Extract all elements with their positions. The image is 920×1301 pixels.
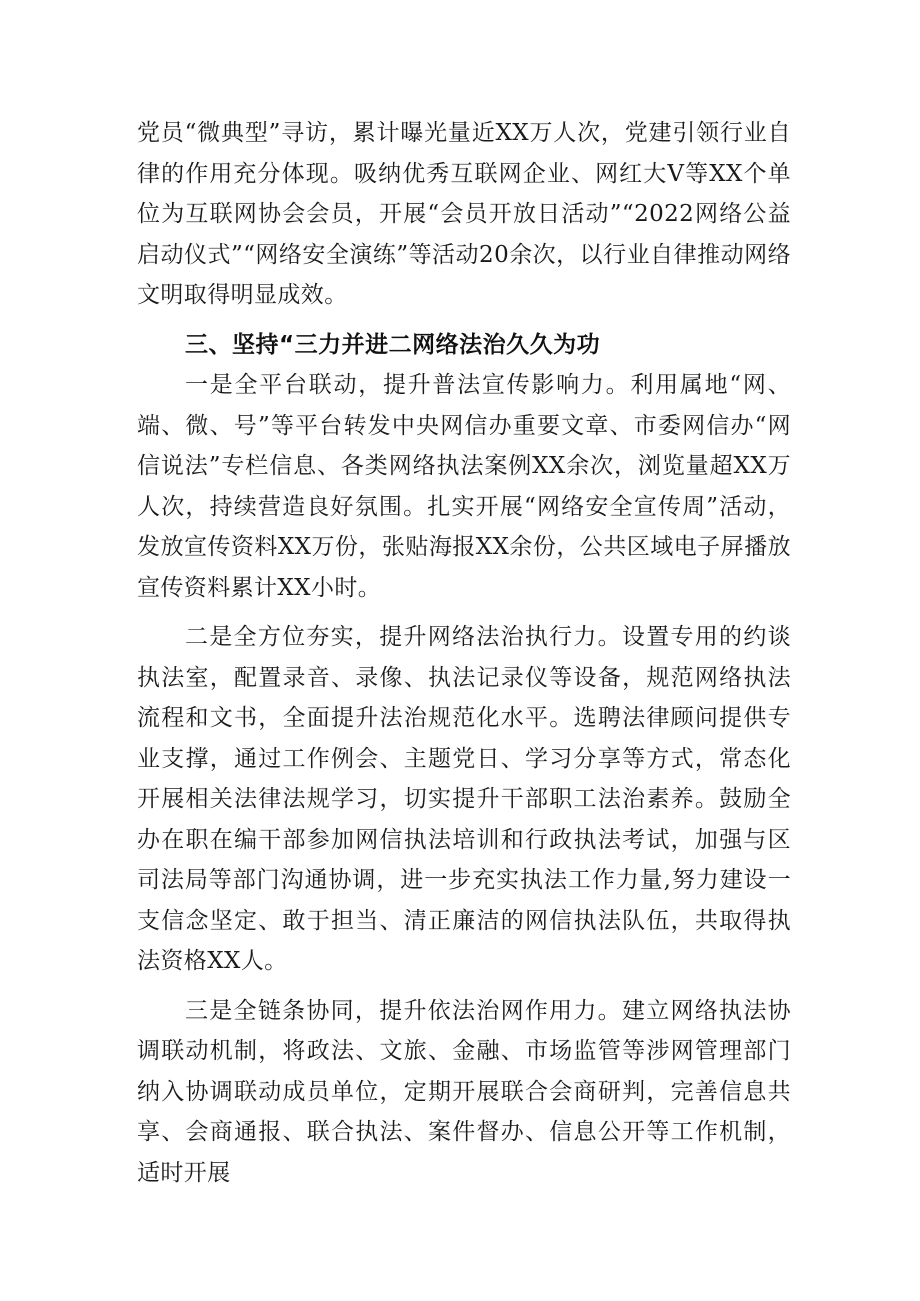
spacer: [137, 316, 791, 325]
paragraph-full-chain: 三是全链条协同，提升依法治网作用力。建立网络执法协调联动机制，将政法、文旅、金融、市场监管等涉网管理部门纳入协调联动成员单位，定期开展联合会商研判，完善信息共享、会商通报、联合执法、案件督办、信息公开等工作机制，适时开展: [137, 997, 791, 1186]
section-heading: 三、坚持“三力并进二网络法治久久为功: [185, 331, 601, 358]
spacer: [137, 608, 791, 617]
paragraph-all-round: 二是全方位夯实，提升网络法治执行力。设置专用的约谈执法室，配置录音、录像、执法记录仪等设备，规范网络执法流程和文书，全面提升法治规范化水平。选聘法律顾问提供专业支撑，通过工作例会、主题党日、学习分享等方式，常态化开展相关法律法规学习，切实提升干部职工法治素养。鼓励全办在职在编干部参加网信执法培训和行政执法考试，加强与区司法局等部门沟通协调，进一步充实执法工作力量,努力建设一支信念坚定、敢于担当、清正廉洁的网信执法队伍，共取得执法资格XX人。: [137, 624, 791, 974]
document-body: [137, 113, 791, 1193]
paragraph-platform-linkage: 一是全平台联动，提升普法宣传影响力。利用属地“网、端、微、号”等平台转发中央网信办重要文章、市委网信办“网信说法”专栏信息、各类网络执法案例XX余次，浏览量超XX万人次，持续营造良好氛围。扎实开展“网络安全宣传周”活动，发放宣传资料XX万份，张贴海报XX余份，公共区域电子屏播放宣传资料累计XX小时。: [137, 372, 791, 601]
spacer: [137, 982, 791, 991]
paragraph-continuation: 党员“微典型”寻访，累计曝光量近XX万人次，党建引领行业自律的作用充分体现。吸纳优秀互联网企业、网红大V等XX个单位为互联网协会会员，开展“会员开放日活动”“2022网络公益启动仪式”“网络安全演练”等活动20余次，以行业自律推动网络文明取得明显成效。: [137, 120, 791, 308]
